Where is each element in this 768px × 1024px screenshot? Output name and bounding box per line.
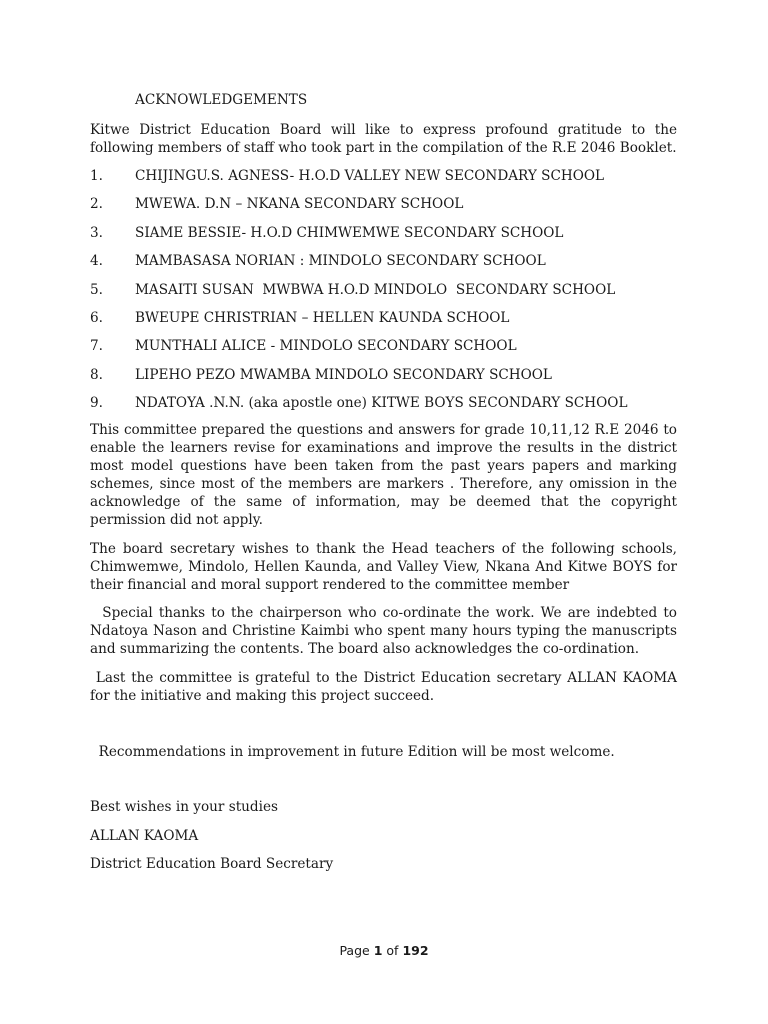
list-item-number: 5. <box>90 281 103 298</box>
page-footer <box>0 943 768 958</box>
closing-paragraph: Last the committee is grateful to the District Education secretary ALLAN KAOMA for the initiative and making this project succeed. <box>90 670 682 704</box>
committee-paragraph: This committee prepared the questions and answers for grade 10,11,12 R.E 2046 to enable the learners revise for examinations and improve the results in the district most model questions have been taken from the past years papers and marking schemes, since most of the members are markers . Therefore, any omission in the acknowledge of the same of information, may be deemed that the copyright permission did not apply. <box>90 422 677 528</box>
of-word: of <box>386 943 399 958</box>
list-item-text: MWEWA. D.N – NKANA SECONDARY SCHOOL <box>135 196 464 213</box>
list-item-number: 4. <box>90 253 103 270</box>
intro-paragraph: Kitwe District Education Board will like to express profound gratitude to the following members of staff who took part in the compilation of the R.E 2046 Booklet. <box>90 122 677 156</box>
thanks-paragraph: Special thanks to the chairperson who co-ordinate the work. We are indebted to Ndatoya Nason and Christine Kaimbi who spent many hours typing the manuscripts and summarizing the contents. The board also acknowledges the co-ordination. <box>90 605 682 657</box>
recommendations-line: Recommendations in improvement in future Edition will be most welcome. <box>90 744 615 760</box>
list-item-number: 1. <box>90 168 103 184</box>
list-item-text: SIAME BESSIE- H.O.D CHIMWEMWE SECONDARY SCHOOL <box>135 224 564 241</box>
list-item-number: 2. <box>90 196 103 213</box>
list-item-number: 9. <box>90 395 103 412</box>
list-item-text: LIPEHO PEZO MWAMBA MINDOLO SECONDARY SCHOOL <box>135 366 552 383</box>
page-word: Page <box>339 943 370 958</box>
page-total: 192 <box>402 943 429 958</box>
list-item-number: 7. <box>90 338 103 355</box>
list-item-text: MASAITI SUSAN MWBWA H.O.D MINDOLO SECONDARY SCHOOL <box>135 281 616 298</box>
board-paragraph: The board secretary wishes to thank the Head teachers of the following schools, Chimwemwe, Mindolo, Hellen Kaunda, and Valley View, Nkana And Kitwe BOYS for their financial and moral support rendered to the committee member <box>90 541 677 593</box>
list-item-number: 6. <box>90 310 103 326</box>
signatory-title: District Education Board Secretary <box>90 856 334 872</box>
list-item-number: 3. <box>90 224 103 241</box>
page-current: 1 <box>373 943 383 958</box>
signatory-name: ALLAN KAOMA <box>90 828 199 844</box>
page-title: ACKNOWLEDGEMENTS <box>135 92 308 108</box>
list-item-text: NDATOYA .N.N. (aka apostle one) KITWE BOYS SECONDARY SCHOOL <box>135 395 628 412</box>
list-item-text: MUNTHALI ALICE - MINDOLO SECONDARY SCHOOL <box>135 338 517 355</box>
closing-wishes: Best wishes in your studies <box>90 799 278 815</box>
list-item-text: BWEUPE CHRISTRIAN – HELLEN KAUNDA SCHOOL <box>135 310 510 326</box>
list-item-number: 8. <box>90 366 103 383</box>
list-item-text: CHIJINGU.S. AGNESS- H.O.D VALLEY NEW SECONDARY SCHOOL <box>135 168 605 184</box>
list-item-text: MAMBASASA NORIAN : MINDOLO SECONDARY SCHOOL <box>135 253 546 270</box>
